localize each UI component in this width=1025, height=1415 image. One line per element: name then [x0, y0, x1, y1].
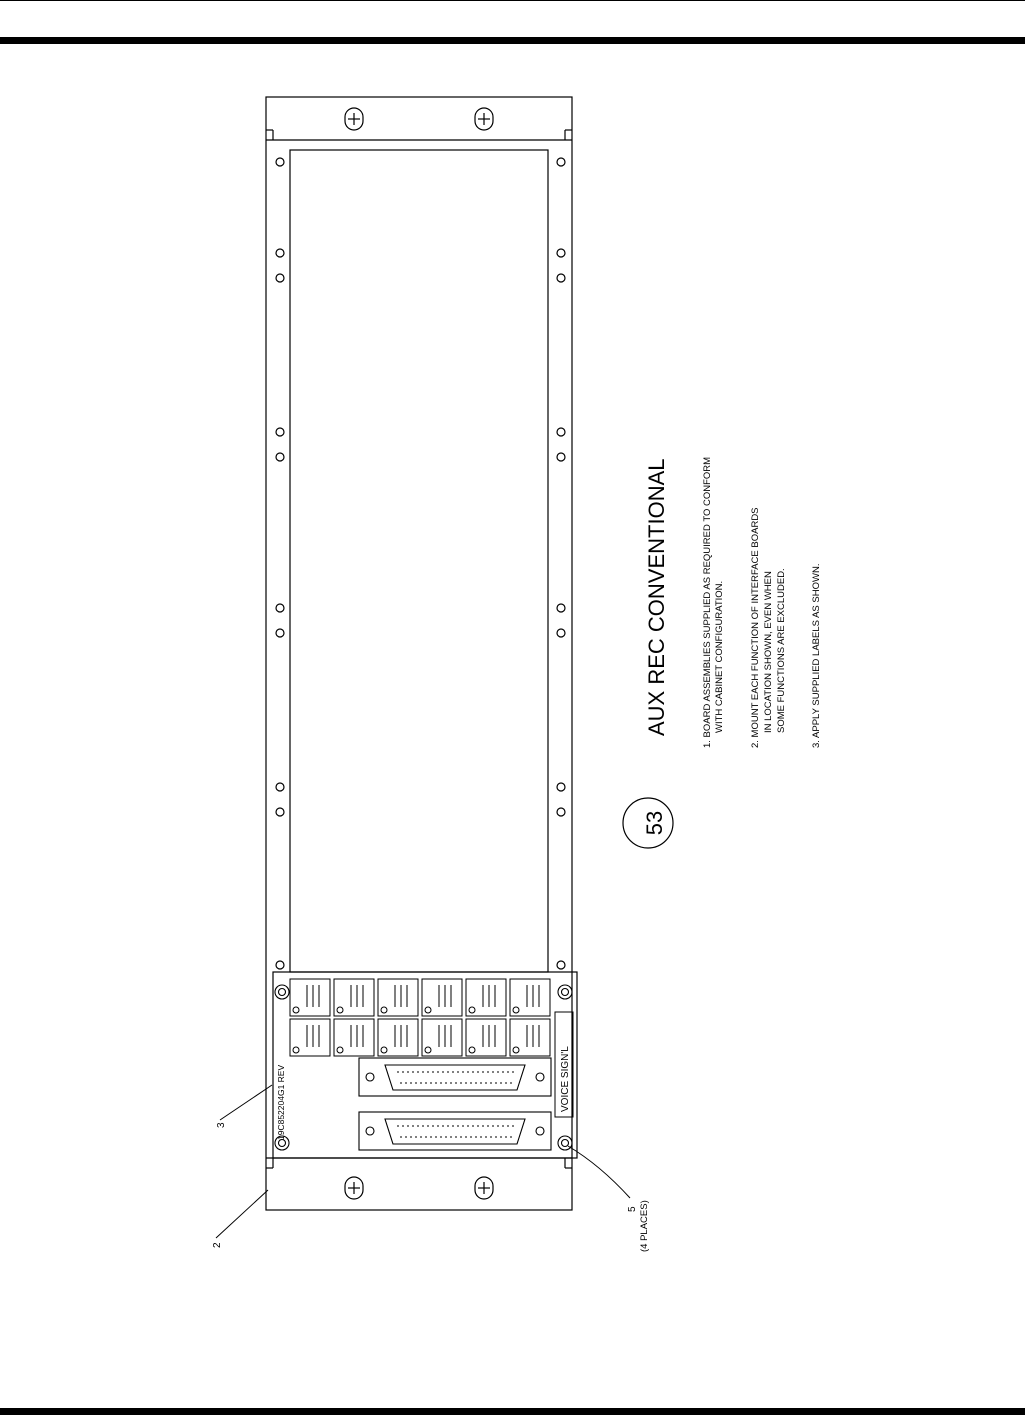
- jack-module: [510, 979, 550, 1016]
- note-2-line-3: SOME FUNCTIONS ARE EXCLUDED.: [776, 568, 787, 733]
- jack-module: [290, 979, 330, 1016]
- mounting-slots: [345, 108, 493, 1199]
- panel-outline: [266, 97, 572, 1210]
- callout-item5-sub: (4 PLACES): [639, 1200, 650, 1252]
- jack-module: [466, 1019, 506, 1056]
- screw-icon: [558, 1136, 572, 1150]
- connectors: [359, 1058, 551, 1150]
- slot-icon: [345, 108, 363, 130]
- side-holes: [276, 158, 565, 969]
- callout-item2: 2: [212, 1242, 223, 1248]
- board-screws: [275, 985, 572, 1150]
- jack-module: [378, 979, 418, 1016]
- leader-item3: [220, 1085, 272, 1120]
- jack-module: [422, 979, 462, 1016]
- slot-icon: [345, 1177, 363, 1199]
- jack-module: [378, 1019, 418, 1056]
- note-2-line-2: IN LOCATION SHOWN, EVEN WHEN: [763, 571, 774, 733]
- drawing-title: AUX REC CONVENTIONAL: [644, 458, 669, 736]
- jack-module: [334, 1019, 374, 1056]
- jack-module: [510, 1019, 550, 1056]
- jack-module: [290, 1019, 330, 1056]
- note-1-line-1: 1. BOARD ASSEMBLIES SUPPLIED AS REQUIRED TO CONFORM: [702, 456, 713, 748]
- jack-modules: [290, 979, 550, 1056]
- jack-module: [422, 1019, 462, 1056]
- board-part-label: 19C852204G1 REV: [276, 1064, 286, 1140]
- leader-item2: [216, 1190, 268, 1238]
- panel-opening: [290, 150, 548, 972]
- item-number: 53: [641, 810, 667, 836]
- slot-icon: [475, 108, 493, 130]
- slot-icon: [475, 1177, 493, 1199]
- callout-item5: 5: [627, 1206, 638, 1212]
- connector-icon: [359, 1058, 551, 1096]
- callout-item3: 3: [216, 1122, 227, 1128]
- note-3-line-1: 3. APPLY SUPPLIED LABELS AS SHOWN.: [811, 563, 822, 748]
- jack-module: [334, 979, 374, 1016]
- screw-icon: [275, 985, 289, 999]
- connector-icon: [359, 1112, 551, 1150]
- jack-module: [466, 979, 506, 1016]
- note-1-line-2: WITH CABINET CONFIGURATION.: [714, 580, 725, 733]
- screw-icon: [558, 985, 572, 999]
- voice-signal-label: VOICE SIGN'L: [560, 1046, 571, 1112]
- note-2-line-1: 2. MOUNT EACH FUNCTION OF INTERFACE BOARDS: [750, 507, 761, 748]
